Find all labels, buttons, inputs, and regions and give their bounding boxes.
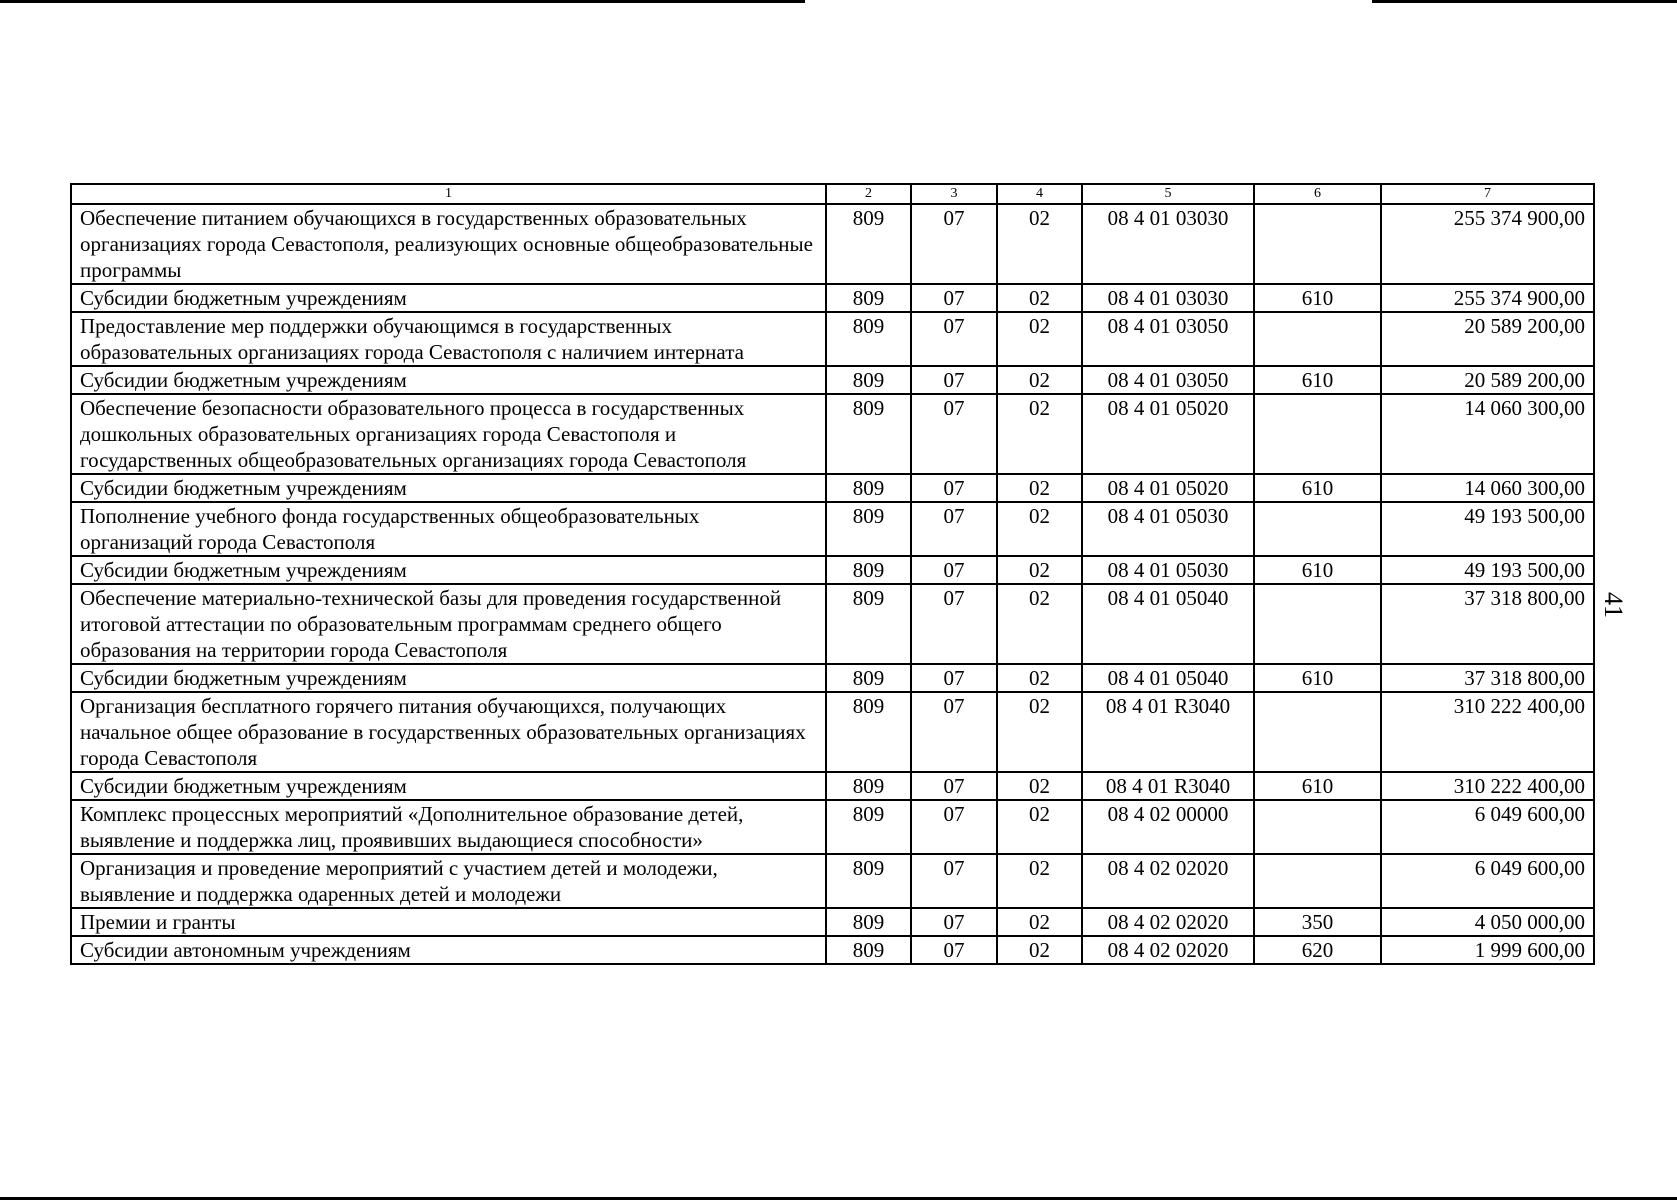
cell-name: Субсидии бюджетным учреждениям [71,556,826,584]
cell-col-6 [1254,394,1381,474]
cell-col-5: 08 4 01 R3040 [1082,772,1254,800]
cell-col-3: 07 [911,772,997,800]
cell-col-6: 350 [1254,908,1381,936]
cell-name: Предоставление мер поддержки обучающимся в государственных образовательных организациях города Севастополя с наличием интерната [71,312,826,366]
cell-amount: 255 374 900,00 [1381,284,1594,312]
table-row [71,556,1594,584]
cell-col-4: 02 [997,584,1082,664]
table-row [71,312,1594,366]
cell-col-4: 02 [997,394,1082,474]
cell-col-5: 08 4 02 00000 [1082,800,1254,854]
cell-amount: 37 318 800,00 [1381,664,1594,692]
cell-col-5: 08 4 01 05040 [1082,584,1254,664]
cell-name: Организация и проведение мероприятий с участием детей и молодежи, выявление и поддержка одаренных детей и молодежи [71,854,826,908]
cell-col-6 [1254,854,1381,908]
cell-name: Обеспечение безопасности образовательного процесса в государственных дошкольных образовательных организациях города Севастополя и государственных общеобразовательных организациях города Севастополя [71,394,826,474]
cell-col-4: 02 [997,556,1082,584]
cell-col-5: 08 4 01 05040 [1082,664,1254,692]
cell-col-2: 809 [826,502,911,556]
cell-amount: 310 222 400,00 [1381,692,1594,772]
cell-name: Субсидии автономным учреждениям [71,936,826,964]
cell-col-5: 08 4 01 05020 [1082,474,1254,502]
cell-col-4: 02 [997,366,1082,394]
header-col-3: 3 [911,184,997,204]
header-col-7: 7 [1381,184,1594,204]
cell-name: Субсидии бюджетным учреждениям [71,664,826,692]
cell-amount: 6 049 600,00 [1381,800,1594,854]
cell-col-5: 08 4 02 02020 [1082,854,1254,908]
cell-name: Премии и гранты [71,908,826,936]
cell-col-6 [1254,312,1381,366]
cell-col-6: 610 [1254,284,1381,312]
header-col-5: 5 [1082,184,1254,204]
cell-col-4: 02 [997,772,1082,800]
cell-amount: 37 318 800,00 [1381,584,1594,664]
table-row [71,284,1594,312]
cell-col-6 [1254,502,1381,556]
cell-col-5: 08 4 01 05030 [1082,556,1254,584]
header-col-4: 4 [997,184,1082,204]
cell-col-4: 02 [997,664,1082,692]
cell-amount: 1 999 600,00 [1381,936,1594,964]
cell-name: Организация бесплатного горячего питания обучающихся, получающих начальное общее образование в государственных образовательных организациях города Севастополя [71,692,826,772]
cell-col-2: 809 [826,692,911,772]
cell-col-4: 02 [997,474,1082,502]
table-row [71,800,1594,854]
cell-col-6 [1254,692,1381,772]
table-row [71,204,1594,284]
cell-name: Субсидии бюджетным учреждениям [71,284,826,312]
scan-border-top-right [1372,0,1677,3]
cell-col-5: 08 4 01 05030 [1082,502,1254,556]
table-row [71,474,1594,502]
cell-col-3: 07 [911,908,997,936]
cell-col-5: 08 4 01 05020 [1082,394,1254,474]
cell-col-5: 08 4 01 03030 [1082,204,1254,284]
cell-col-5: 08 4 02 02020 [1082,908,1254,936]
cell-col-2: 809 [826,284,911,312]
cell-amount: 49 193 500,00 [1381,502,1594,556]
cell-col-4: 02 [997,312,1082,366]
cell-col-2: 809 [826,800,911,854]
cell-col-6: 610 [1254,556,1381,584]
cell-col-2: 809 [826,366,911,394]
page-number: 41 [1599,592,1628,618]
cell-col-3: 07 [911,556,997,584]
cell-col-2: 809 [826,664,911,692]
cell-col-2: 809 [826,772,911,800]
cell-col-3: 07 [911,584,997,664]
cell-col-6: 620 [1254,936,1381,964]
table-header-row [71,184,1594,204]
cell-col-3: 07 [911,854,997,908]
cell-col-3: 07 [911,936,997,964]
cell-col-6: 610 [1254,772,1381,800]
table-row [71,908,1594,936]
table-row [71,664,1594,692]
cell-amount: 49 193 500,00 [1381,556,1594,584]
cell-col-4: 02 [997,284,1082,312]
cell-name: Обеспечение питанием обучающихся в государственных образовательных организациях города Севастополя, реализующих основные общеобразовательные программы [71,204,826,284]
cell-col-2: 809 [826,908,911,936]
cell-col-2: 809 [826,312,911,366]
cell-col-2: 809 [826,936,911,964]
cell-col-3: 07 [911,284,997,312]
table-row [71,502,1594,556]
cell-col-2: 809 [826,556,911,584]
table-row [71,772,1594,800]
cell-amount: 20 589 200,00 [1381,366,1594,394]
header-col-6: 6 [1254,184,1381,204]
scan-border-top-left [0,0,805,3]
cell-col-6 [1254,204,1381,284]
table-row [71,366,1594,394]
table-body [71,204,1594,964]
table-row [71,692,1594,772]
cell-col-4: 02 [997,936,1082,964]
cell-col-4: 02 [997,800,1082,854]
table-row [71,854,1594,908]
cell-col-4: 02 [997,502,1082,556]
cell-amount: 4 050 000,00 [1381,908,1594,936]
cell-col-6: 610 [1254,664,1381,692]
cell-col-4: 02 [997,692,1082,772]
cell-amount: 20 589 200,00 [1381,312,1594,366]
cell-col-3: 07 [911,312,997,366]
cell-col-2: 809 [826,204,911,284]
cell-col-6 [1254,800,1381,854]
cell-col-3: 07 [911,366,997,394]
cell-name: Субсидии бюджетным учреждениям [71,366,826,394]
cell-col-3: 07 [911,204,997,284]
cell-col-3: 07 [911,800,997,854]
header-col-1: 1 [71,184,826,204]
cell-col-5: 08 4 01 03050 [1082,366,1254,394]
cell-name: Комплекс процессных мероприятий «Дополнительное образование детей, выявление и поддержка лиц, проявивших выдающиеся способности» [71,800,826,854]
cell-col-5: 08 4 01 03030 [1082,284,1254,312]
cell-col-6 [1254,584,1381,664]
cell-amount: 6 049 600,00 [1381,854,1594,908]
cell-amount: 14 060 300,00 [1381,474,1594,502]
cell-col-5: 08 4 01 R3040 [1082,692,1254,772]
cell-col-2: 809 [826,394,911,474]
cell-amount: 255 374 900,00 [1381,204,1594,284]
cell-col-2: 809 [826,584,911,664]
cell-col-3: 07 [911,502,997,556]
cell-col-5: 08 4 01 03050 [1082,312,1254,366]
cell-col-5: 08 4 02 02020 [1082,936,1254,964]
table-row [71,936,1594,964]
cell-col-4: 02 [997,854,1082,908]
cell-name: Обеспечение материально-технической базы для проведения государственной итоговой аттестации по образовательным программам среднего общего образования на территории города Севастополя [71,584,826,664]
cell-col-6: 610 [1254,366,1381,394]
cell-col-2: 809 [826,854,911,908]
cell-col-3: 07 [911,664,997,692]
cell-col-3: 07 [911,474,997,502]
cell-col-4: 02 [997,908,1082,936]
cell-col-3: 07 [911,394,997,474]
cell-amount: 310 222 400,00 [1381,772,1594,800]
table-row [71,394,1594,474]
cell-name: Субсидии бюджетным учреждениям [71,772,826,800]
table-row [71,584,1594,664]
header-col-2: 2 [826,184,911,204]
cell-col-2: 809 [826,474,911,502]
cell-col-3: 07 [911,692,997,772]
budget-table [70,183,1595,965]
cell-name: Субсидии бюджетным учреждениям [71,474,826,502]
cell-name: Пополнение учебного фонда государственных общеобразовательных организаций города Севастополя [71,502,826,556]
cell-col-6: 610 [1254,474,1381,502]
cell-amount: 14 060 300,00 [1381,394,1594,474]
cell-col-4: 02 [997,204,1082,284]
